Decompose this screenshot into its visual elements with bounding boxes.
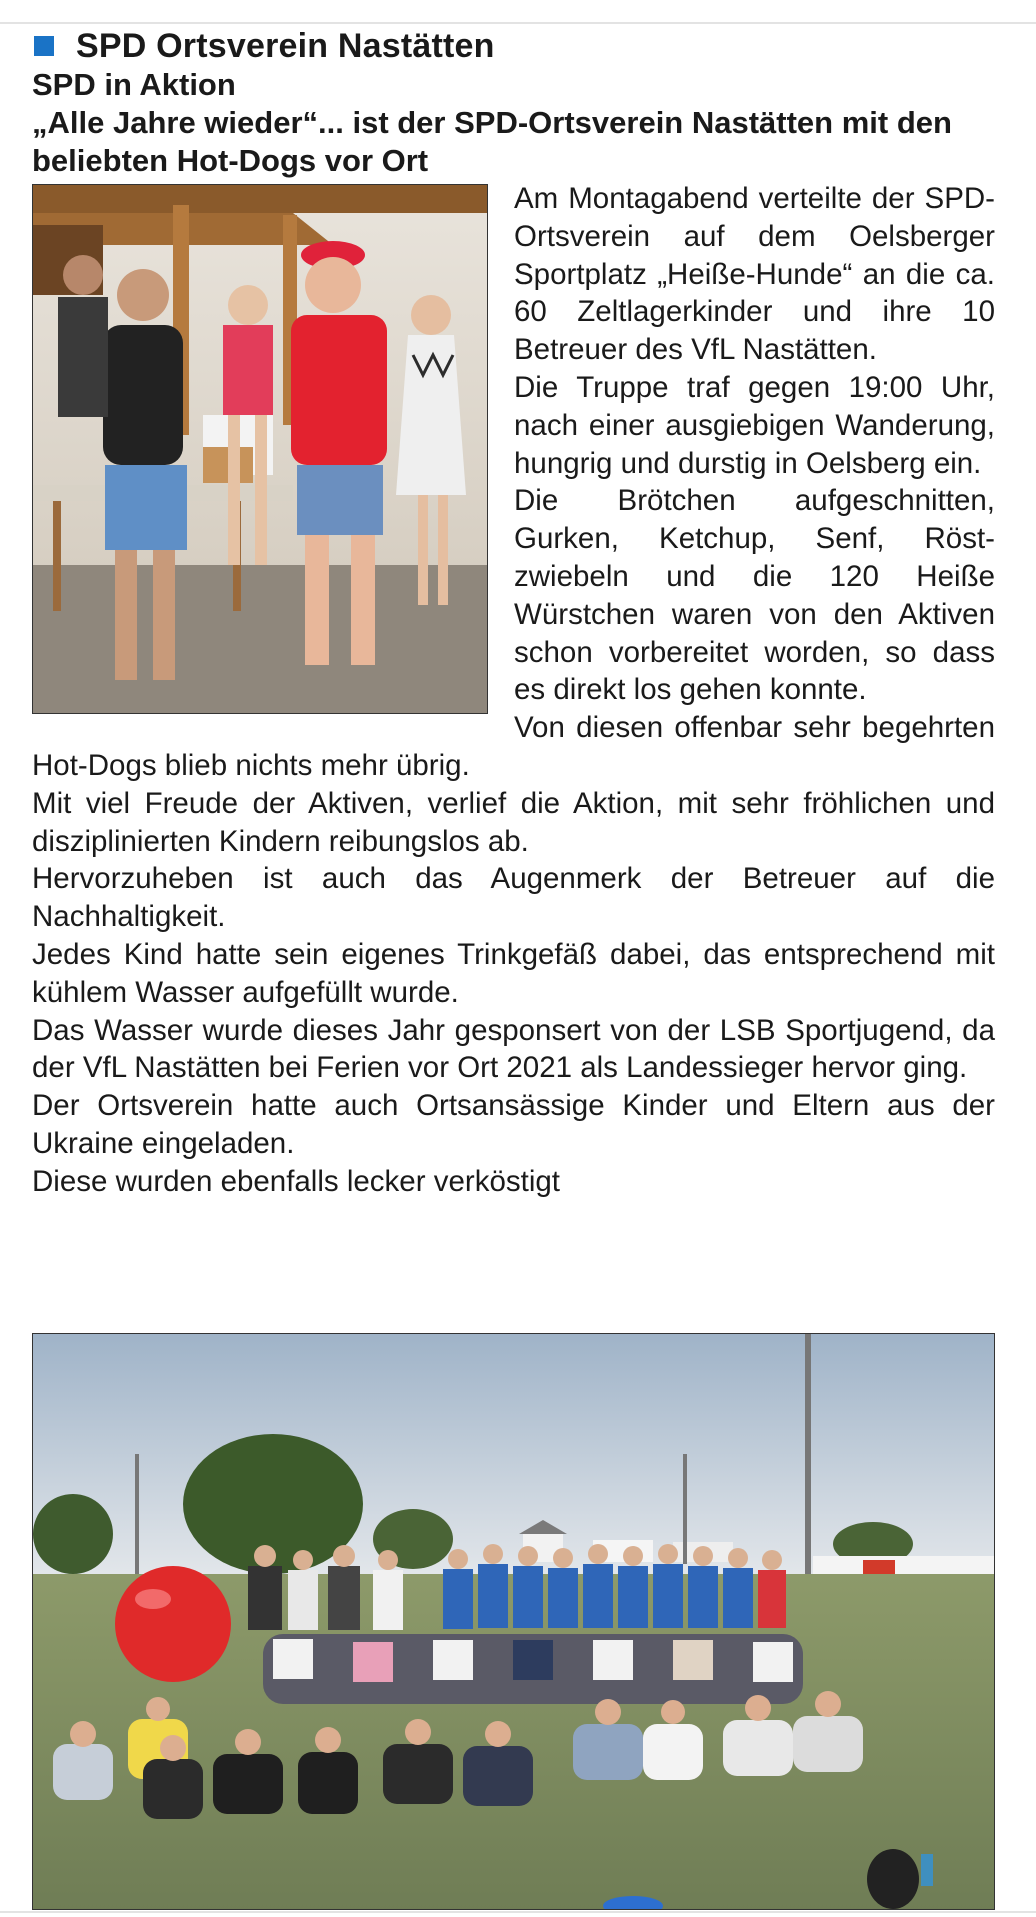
hotdog-stand-photo bbox=[32, 184, 488, 714]
paragraph-5: Mit viel Freude der Aktiven, verlief die Aktion, mit sehr fröhlichen und disziplinierten Kindern reibungslos ab. bbox=[32, 786, 995, 858]
paragraph-4: Von diesen offenbar sehr begehrten Hot-Dogs blieb nichts mehr übrig. bbox=[32, 711, 995, 782]
paragraph-1: Am Montagabend verteilte der SPD-Ortsverein auf dem Oelsberger Sportplatz „Heiße-Hunde“ an die ca. 60 Zeltlagerkinder und ihre 10 Betreuer des VfL Nastätten. bbox=[514, 182, 995, 367]
article-body bbox=[32, 180, 995, 1201]
paragraph-8: Das Wasser wurde dieses Jahr gesponsert von der LSB Sportjugend, da der VfL Nastätten bei Ferien vor Ort 2021 als Landessieger hervor ging. bbox=[32, 1013, 995, 1085]
org-heading bbox=[32, 26, 995, 66]
article bbox=[32, 26, 995, 1201]
bottom-divider bbox=[0, 1911, 1036, 1913]
paragraph-6: Hervorzuheben ist auch das Augenmerk der Betreuer auf die Nachhaltigkeit. bbox=[32, 862, 995, 934]
article-headline: „Alle Jahre wieder“... ist der SPD-Ortsverein Nastätten mit den beliebten Hot-Dogs vor Ort bbox=[32, 105, 952, 178]
org-name: SPD Ortsverein Nastätten bbox=[76, 26, 495, 65]
top-divider bbox=[0, 22, 1036, 24]
group-photo bbox=[32, 1333, 995, 1910]
paragraph-2: Die Truppe traf gegen 19:00 Uhr, nach einer ausgiebigen Wanderung, hungrig und durstig in Oelsberg ein. bbox=[514, 370, 995, 480]
article-kicker: SPD in Aktion bbox=[32, 67, 236, 102]
paragraph-9: Der Ortsverein hatte auch Ortsansässige Kinder und Eltern aus der Ukraine eingeladen. bbox=[32, 1089, 995, 1160]
paragraph-7: Jedes Kind hatte sein eigenes Trinkgefäß dabei, das entsprechend mit kühlem Wasser aufgefüllt wurde. bbox=[32, 937, 995, 1009]
blue-square-icon bbox=[34, 36, 54, 56]
paragraph-3: Die Brötchen aufgeschnitten, Gurken, Ketchup, Senf, Röstzwiebeln und die 120 Heiße Würstchen waren von den Aktiven schon vorbereitet worden, so dass es direkt los gehen konnte. bbox=[514, 484, 995, 707]
paragraph-10: Diese wurden ebenfalls lecker verköstigt bbox=[32, 1164, 560, 1198]
